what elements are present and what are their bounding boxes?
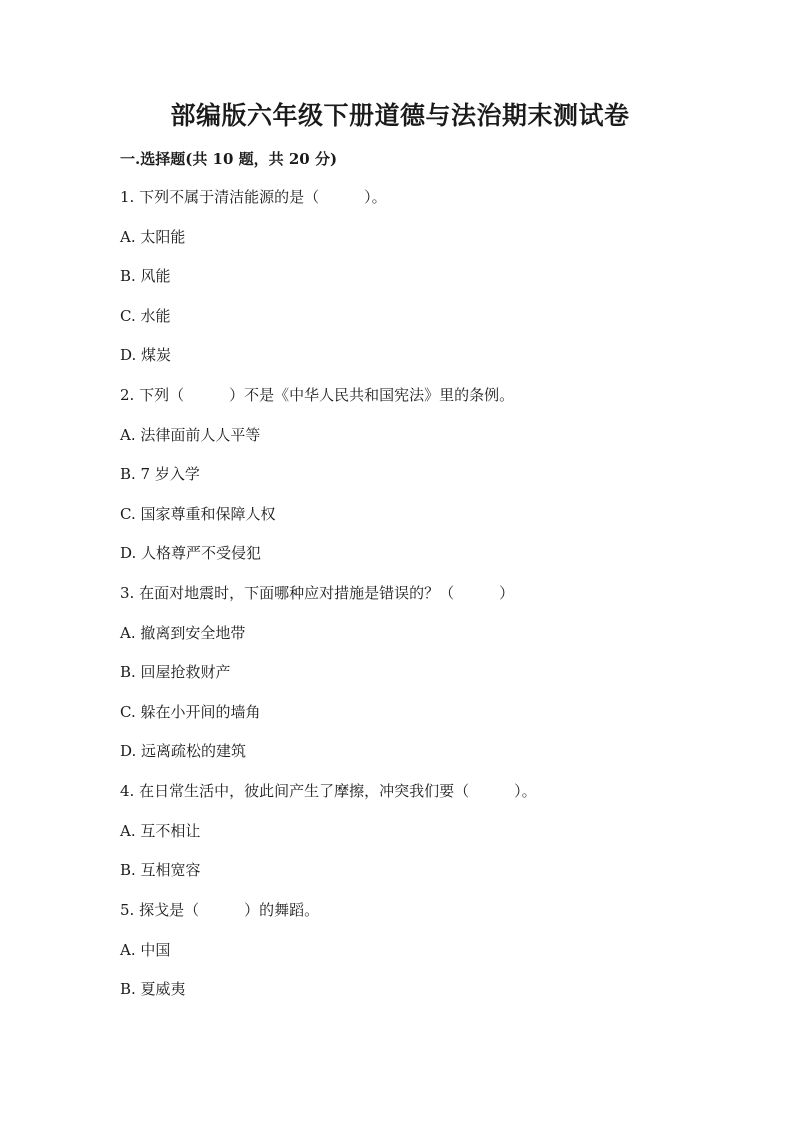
option-3a: A. 撤离到安全地带 (120, 624, 246, 642)
question-2: 2. 下列（ ）不是《中华人民共和国宪法》里的条例。 (120, 386, 515, 404)
option-1d: D. 煤炭 (120, 346, 172, 364)
option-5a: A. 中国 (120, 941, 171, 959)
option-1b: B. 风能 (120, 267, 171, 285)
option-2c: C. 国家尊重和保障人权 (120, 505, 276, 523)
option-1c: C. 水能 (120, 307, 171, 325)
question-1: 1. 下列不属于清洁能源的是（ ）。 (120, 188, 387, 206)
page-title: 部编版六年级下册道德与法治期末测试卷 (170, 101, 630, 130)
option-5b: B. 夏威夷 (120, 980, 186, 998)
option-1a: A. 太阳能 (120, 228, 186, 246)
question-5: 5. 探戈是（ ）的舞蹈。 (120, 901, 320, 919)
question-3: 3. 在面对地震时，下面哪种应对措施是错误的？（ ） (120, 584, 515, 602)
option-2b: B. 7 岁入学 (120, 465, 200, 483)
option-3c: C. 躲在小开间的墙角 (120, 703, 261, 721)
question-4: 4. 在日常生活中，彼此间产生了摩擦，冲突我们要（ ）。 (120, 782, 537, 800)
option-4a: A. 互不相让 (120, 822, 201, 840)
option-3d: D. 远离疏松的建筑 (120, 742, 247, 760)
section-heading: 一.选择题(共 10 题，共 20 分) (120, 150, 338, 168)
option-4b: B. 互相宽容 (120, 861, 201, 879)
option-2a: A. 法律面前人人平等 (120, 426, 261, 444)
option-3b: B. 回屋抢救财产 (120, 663, 231, 681)
option-2d: D. 人格尊严不受侵犯 (120, 544, 262, 562)
